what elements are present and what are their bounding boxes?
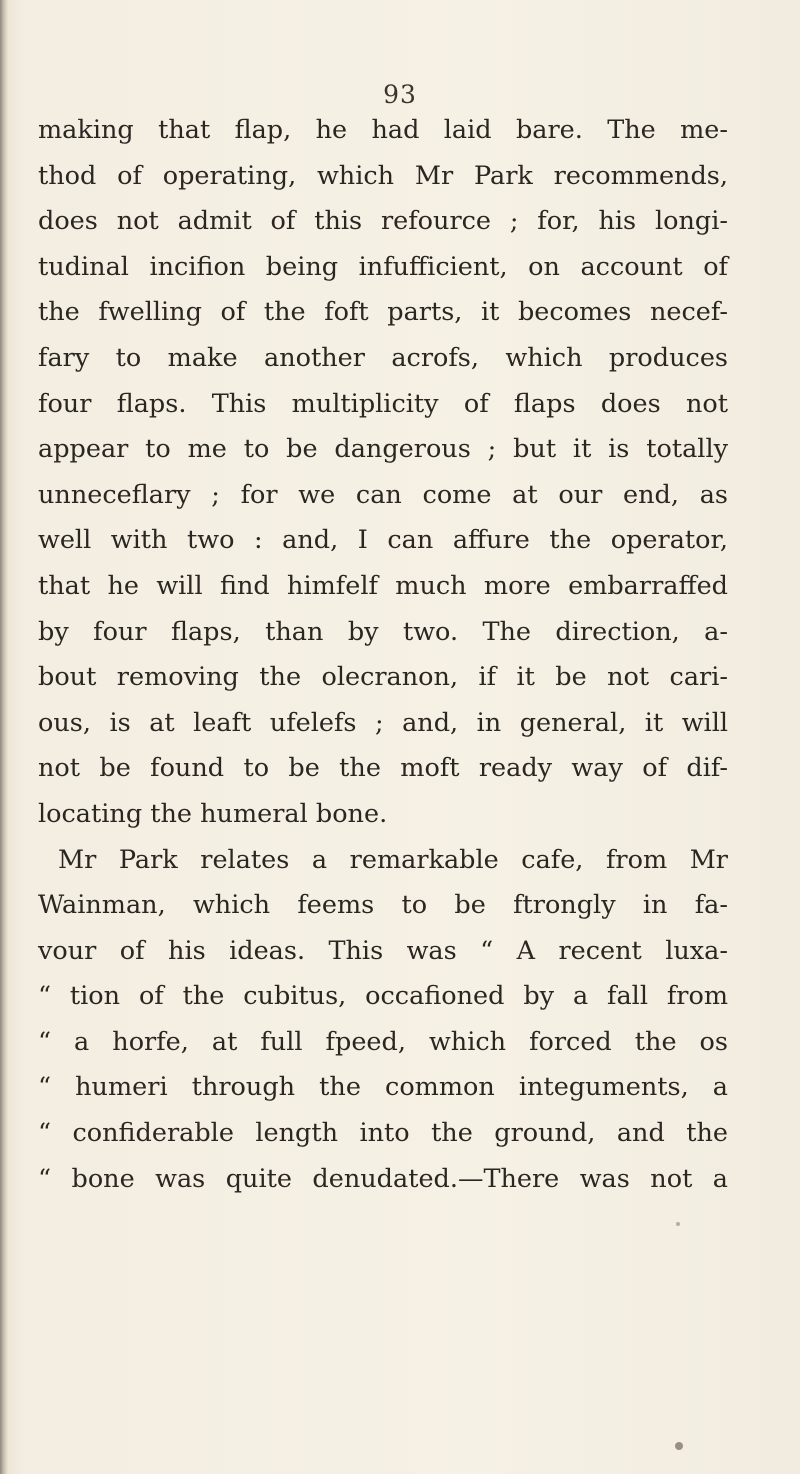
body-text (38, 108, 728, 1202)
text-line: “ humeri through the common integuments, a (38, 1072, 728, 1103)
text-line: “ tion of the cubitus, occafioned by a fall from (38, 981, 728, 1012)
text-line: bout removing the olecranon, if it be not cari- (38, 662, 728, 693)
text-line: well with two : and, I can affure the operator, (38, 525, 728, 556)
text-line: Wainman, which feems to be ftrongly in fa- (38, 890, 728, 921)
text-line: thod of operating, which Mr Park recommends, (38, 160, 728, 191)
text-line: vour of his ideas. This was “ A recent luxa- (38, 935, 728, 966)
paper-speck (676, 1222, 680, 1226)
text-line: Mr Park relates a remarkable cafe, from Mr (58, 844, 728, 875)
text-line: making that flap, he had laid bare. The me- (38, 115, 728, 145)
text-line: appear to me to be dangerous ; but it is totally (38, 434, 728, 465)
text-line: tudinal incifion being infufficient, on account of (38, 251, 728, 282)
text-line: “ a horfe, at full fpeed, which forced the os (38, 1026, 728, 1057)
text-line: that he will find himfelf much more embarraffed (38, 570, 728, 601)
page-number: 93 (383, 80, 417, 109)
text-line: four flaps. This multiplicity of flaps does not (38, 388, 728, 419)
text-line: “ bone was quite denudated.—There was not a (38, 1163, 728, 1194)
paper-speck (675, 1442, 683, 1450)
text-line: unneceflary ; for we can come at our end, as (38, 479, 728, 510)
text-line: by four flaps, than by two. The direction, a- (38, 616, 728, 647)
text-line: locating the humeral bone. (38, 798, 388, 829)
text-line: ous, is at leaft ufelefs ; and, in general, it will (38, 707, 728, 738)
text-line: the fwelling of the foft parts, it becomes necef- (38, 297, 728, 328)
page-gutter-shadow (0, 0, 8, 1474)
text-line: fary to make another acrofs, which produces (38, 342, 728, 373)
text-line: “ confiderable length into the ground, and the (38, 1118, 728, 1149)
text-line: does not admit of this refource ; for, his longi- (38, 206, 728, 237)
text-line: not be found to be the moft ready way of dif- (38, 753, 728, 784)
